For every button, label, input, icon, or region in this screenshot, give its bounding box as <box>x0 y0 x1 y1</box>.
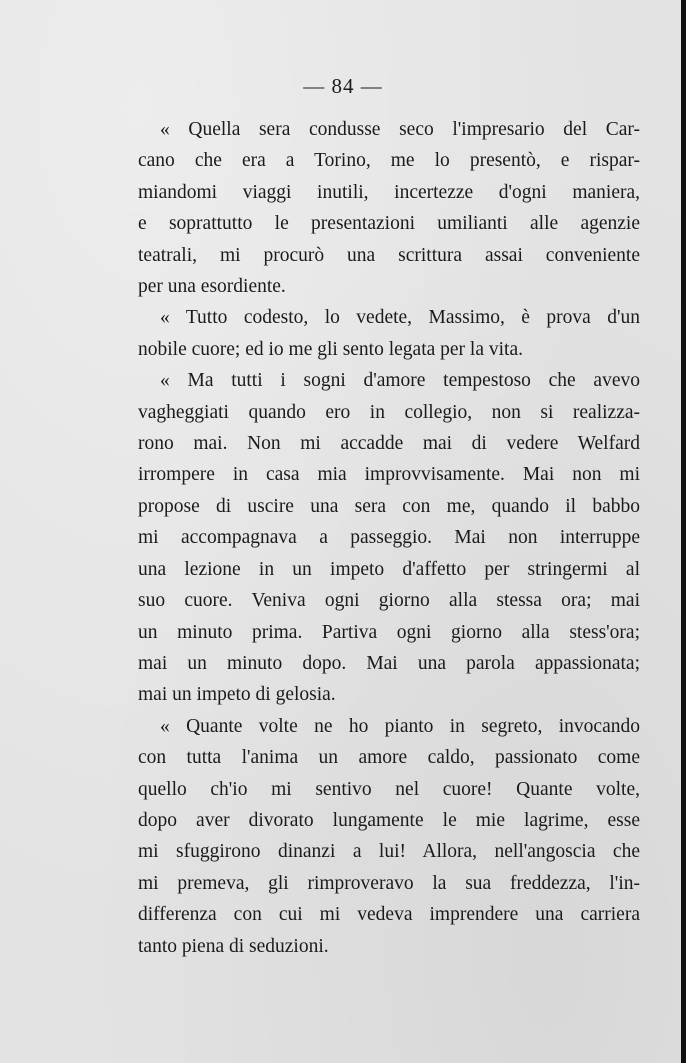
text-line: nobile cuore; ed io me gli sento legata per la vita. <box>138 338 523 360</box>
page-number: — 84 — <box>303 74 383 98</box>
text-line: dopo aver divorato lungamente le mie lagrime, esse <box>138 809 640 831</box>
paragraph-4 <box>138 711 640 962</box>
text-line: un minuto prima. Partiva ogni giorno alla stess'ora; <box>138 621 640 643</box>
paragraph-3 <box>138 365 640 710</box>
text-line: mai un impeto di gelosia. <box>138 684 336 706</box>
text-line: quello ch'io mi sentivo nel cuore! Quante volte, <box>138 778 640 800</box>
text-line: irrompere in casa mia improvvisamente. Mai non mi <box>138 464 640 486</box>
text-line: teatrali, mi procurò una scrittura assai conveniente <box>138 244 640 266</box>
text-line: mi premeva, gli rimproveravo la sua freddezza, l'in- <box>138 872 640 894</box>
text-line: una lezione in un impeto d'affetto per stringermi al <box>138 558 640 580</box>
paragraph-1 <box>138 114 640 302</box>
text-line: differenza con cui mi vedeva imprendere una carriera <box>138 904 640 926</box>
text-line: miandomi viaggi inutili, incertezze d'ogni maniera, <box>138 181 640 203</box>
text-line: « Quante volte ne ho pianto in segreto, invocando <box>160 715 640 737</box>
paragraph-2 <box>138 302 640 365</box>
text-line: « Ma tutti i sogni d'amore tempestoso che avevo <box>160 370 640 392</box>
text-line: mi accompagnava a passeggio. Mai non interruppe <box>138 527 640 549</box>
text-line: vagheggiati quando ero in collegio, non si realizza- <box>138 401 640 423</box>
text-line: per una esordiente. <box>138 276 286 298</box>
text-line: mi sfuggirono dinanzi a lui! Allora, nell'angoscia che <box>138 841 640 863</box>
text-line: rono mai. Non mi accadde mai di vedere Welfard <box>138 433 640 455</box>
text-line: « Quella sera condusse seco l'impresario del Car- <box>160 119 640 140</box>
body-text <box>138 114 640 962</box>
page-edge-shadow <box>681 0 686 1063</box>
text-line: con tutta l'anima un amore caldo, passionato come <box>138 747 640 769</box>
text-line: cano che era a Torino, me lo presentò, e rispar- <box>138 150 640 172</box>
text-line: e soprattutto le presentazioni umilianti alle agenzie <box>138 213 640 235</box>
text-line: « Tutto codesto, lo vedete, Massimo, è prova d'un <box>160 307 640 329</box>
text-line: tanto piena di seduzioni. <box>138 935 329 957</box>
text-line: mai un minuto dopo. Mai una parola appassionata; <box>138 652 640 674</box>
text-line: suo cuore. Veniva ogni giorno alla stessa ora; mai <box>138 590 640 612</box>
text-line: propose di uscire una sera con me, quando il babbo <box>138 495 640 517</box>
